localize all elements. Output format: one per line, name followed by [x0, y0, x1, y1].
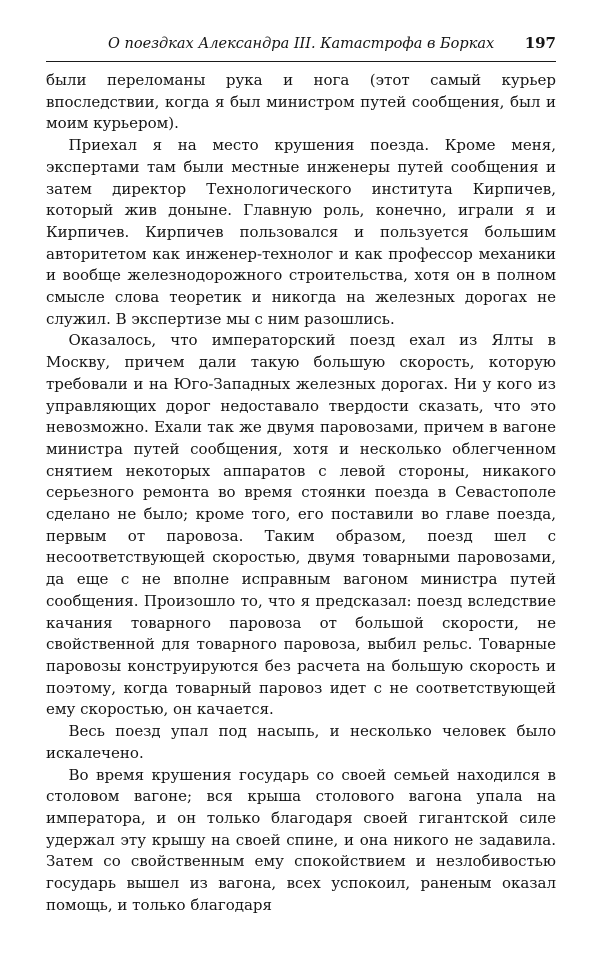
paragraph: Приехал я на место крушения поезда. Кроме меня, экспертами там были местные инженеры путей сообщения и затем директор Технологического института Кирпичев, который жив доныне. Главную роль, конечно, играли я и Кирпичев. Кирпичев пользовался и пользуется большим авторитетом как инженер-технолог и как профессор механики и вообще железнодорожного строительства, хотя он в полном смысле слова теоретик и никогда на железных дорогах не служил. В экспертизе мы с ним разошлись. — [46, 136, 556, 328]
running-title: О поездках Александра III. Катастрофа в Борках — [108, 36, 495, 52]
header-rule — [46, 61, 556, 62]
paragraph: Во время крушения государь со своей семьей находился в столовом вагоне; вся крыша столового вагона упала на императора, и он только благодаря своей гигантской силе удержал эту крышу на своей спине, и она никого не задавила. Затем со свойственным ему спокойствием и незлобивостью государь вышел из вагона, всех успокоил, раненым оказал помощь, и только благодаря — [46, 765, 556, 914]
running-header — [46, 34, 556, 56]
body-text — [46, 70, 556, 916]
paragraph: Весь поезд упал под насыпь, и несколько человек было искалечено. — [46, 722, 556, 762]
book-page — [46, 34, 556, 916]
paragraph: Оказалось, что императорский поезд ехал из Ялты в Москву, причем дали такую большую скорость, которую требовали и на Юго-Западных железных дорогах. Ни у кого из управляющих дорог недоставало твердости сказать, что это невозможно. Ехали так же двумя паровозами, причем в вагоне министра путей сообщения, хотя и несколько облегченном снятием некоторых аппаратов с левой стороны, никакого серьезного ремонта во время стоянки поезда в Севастополе сделано не было; кроме того, его поставили во главе поезда, первым от паровоза. Таким образом, поезд шел с несоответствующей скоростью, двумя товарными паровозами, да еще с не вполне исправным вагоном министра путей сообщения. Произошло то, что я предсказал: поезд вследствие качания товарного паровоза от большой скорости, не свойственной для товарного паровоза, выбил рельс. Товарные паровозы конструируются без расчета на большую скорость и поэтому, когда товарный паровоз идет с не соответствующей ему скоростью, он качается. — [46, 331, 556, 719]
page-number: 197 — [524, 34, 556, 52]
paragraph-continuation: были переломаны рука и нога (этот самый курьер впоследствии, когда я был министром путей сообщения, был и моим курьером). — [46, 71, 556, 133]
